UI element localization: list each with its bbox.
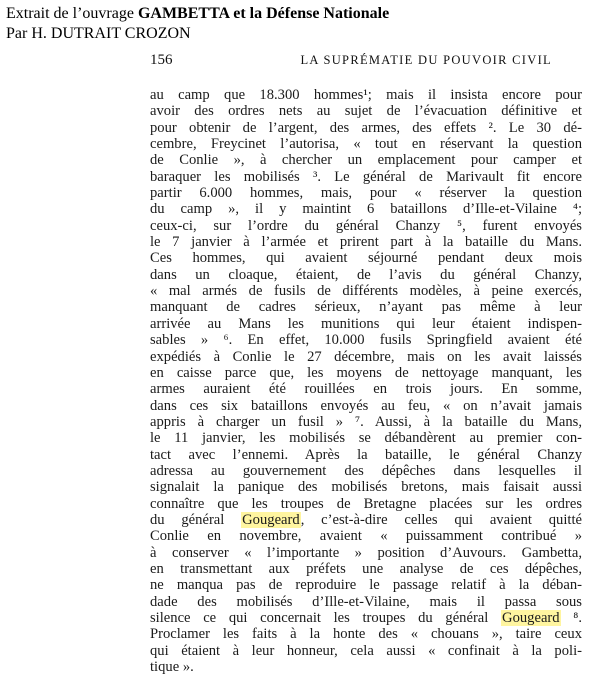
text-line: sables » ⁶. En effet, 10.000 fusils Springfield avaient été (150, 332, 582, 349)
text-line: arrivée au Mans les munitions qui leur étaient indispen- (150, 315, 582, 332)
text-line: le 11 janvier, les mobilisés se débandèrent au premier con- (150, 430, 582, 447)
source-line-title (6, 4, 389, 24)
text-line: appris à charger un fusil » ⁷. Aussi, à la bataille du Mans, (150, 413, 582, 430)
text-line: armes auraient été rouillées en trois jours. En somme, (150, 381, 582, 398)
text-line: Proclamer les faits à la honte des « chouans », taire ceux (150, 626, 582, 643)
text-line: qui étaient à leur honneur, cela aussi « confinait à la poli- (150, 642, 582, 659)
text-line: au camp que 18.300 hommes¹; mais il insista encore pour (150, 87, 582, 103)
text-fragment: silence ce qui concernait les troupes du général (150, 610, 502, 626)
text-line: connaître que les troupes de Bretagne placées sur les ordres (150, 495, 582, 512)
text-line: ne manqua pas de reproduire le passage relatif à la déban- (150, 577, 582, 594)
running-title: LA SUPRÉMATIE DU POUVOIR CIVIL (300, 53, 552, 67)
text-fragment: du général (150, 511, 242, 528)
page-body-text (150, 87, 582, 675)
text-line: du camp », il y maintint 6 bataillons d’Ille-et-Vilaine ⁴; (150, 201, 582, 218)
highlighted-name: Gougeard (502, 610, 560, 626)
text-line: dans un cloaque, étaient, de l’avis du général Chanzy, (150, 266, 582, 283)
book-title: GAMBETTA et la Défense Nationale (137, 5, 390, 22)
text-line: à conserver « l’importante » position d’Auvours. Gambetta, (150, 544, 582, 561)
text-line: le 7 janvier à l’armée et prirent part à la bataille du Mans. (150, 234, 582, 251)
text-line: avoir des ordres nets au sujet de l’évacuation définitive et (150, 103, 582, 120)
text-line: partir 6.000 hommes, mais, pour « réserver la question (150, 185, 582, 202)
text-line: pour obtenir de l’argent, des armes, des effets ². Le 30 dé- (150, 119, 582, 136)
highlighted-name: Gougeard (242, 511, 300, 528)
source-line-author: Par H. DUTRAIT CROZON (6, 25, 191, 42)
document-source-header (6, 4, 389, 44)
text-line: dans ces six bataillons envoyés au feu, « on n’avait jamais (150, 397, 582, 414)
text-line: en transmettant aux préfets une analyse de ces dépêches, (150, 560, 582, 577)
text-line: manquant de cadres sérieux, n’ayant pas même à leur (150, 299, 582, 316)
running-header (150, 52, 582, 69)
text-line-highlighted (150, 512, 582, 528)
text-line-last: tique ». (150, 659, 194, 676)
text-line: adressa au gouvernement des dépêches dans lesquelles il (150, 462, 582, 479)
source-prefix: Extrait de l’ouvrage (6, 5, 138, 22)
text-line: ceux-ci, sur l’ordre du général Chanzy ⁵, furent envoyés (150, 217, 582, 234)
text-line: cembre, Freycinet l’autorisa, « tout en réservant la question (150, 136, 582, 153)
page-number: 156 (150, 52, 173, 68)
text-line: de Conlie », à chercher un emplacement pour camper et (150, 152, 582, 169)
text-line: en caisse parce que, les moyens de nettoyage manquant, les (150, 364, 582, 381)
text-line: « mal armés de fusils de différents modèles, à peine exercés, (150, 283, 582, 300)
text-fragment: ⁸. (560, 610, 582, 626)
text-line: tact avec l’ennemi. Après la bataille, le général Chanzy (150, 446, 582, 463)
text-line: dade des mobilisés d’Ille-et-Vilaine, mais il passa sous (150, 593, 582, 610)
book-page (150, 52, 582, 675)
text-line: expédiés à Conlie le 27 décembre, mais on les avait laissés (150, 348, 582, 365)
text-fragment: , c’est-à-dire celles qui avaient quitté (300, 511, 582, 528)
text-line: baraquer les mobilisés ³. Le général de Marivault fit encore (150, 168, 582, 185)
text-line: Conlie en novembre, avaient « puissamment contribué » (150, 528, 582, 545)
text-line-highlighted (150, 610, 582, 626)
text-line: Ces hommes, qui avaient séjourné pendant deux mois (150, 250, 582, 267)
text-line: signalait la panique des mobilisés bretons, mais faisait aussi (150, 479, 582, 496)
